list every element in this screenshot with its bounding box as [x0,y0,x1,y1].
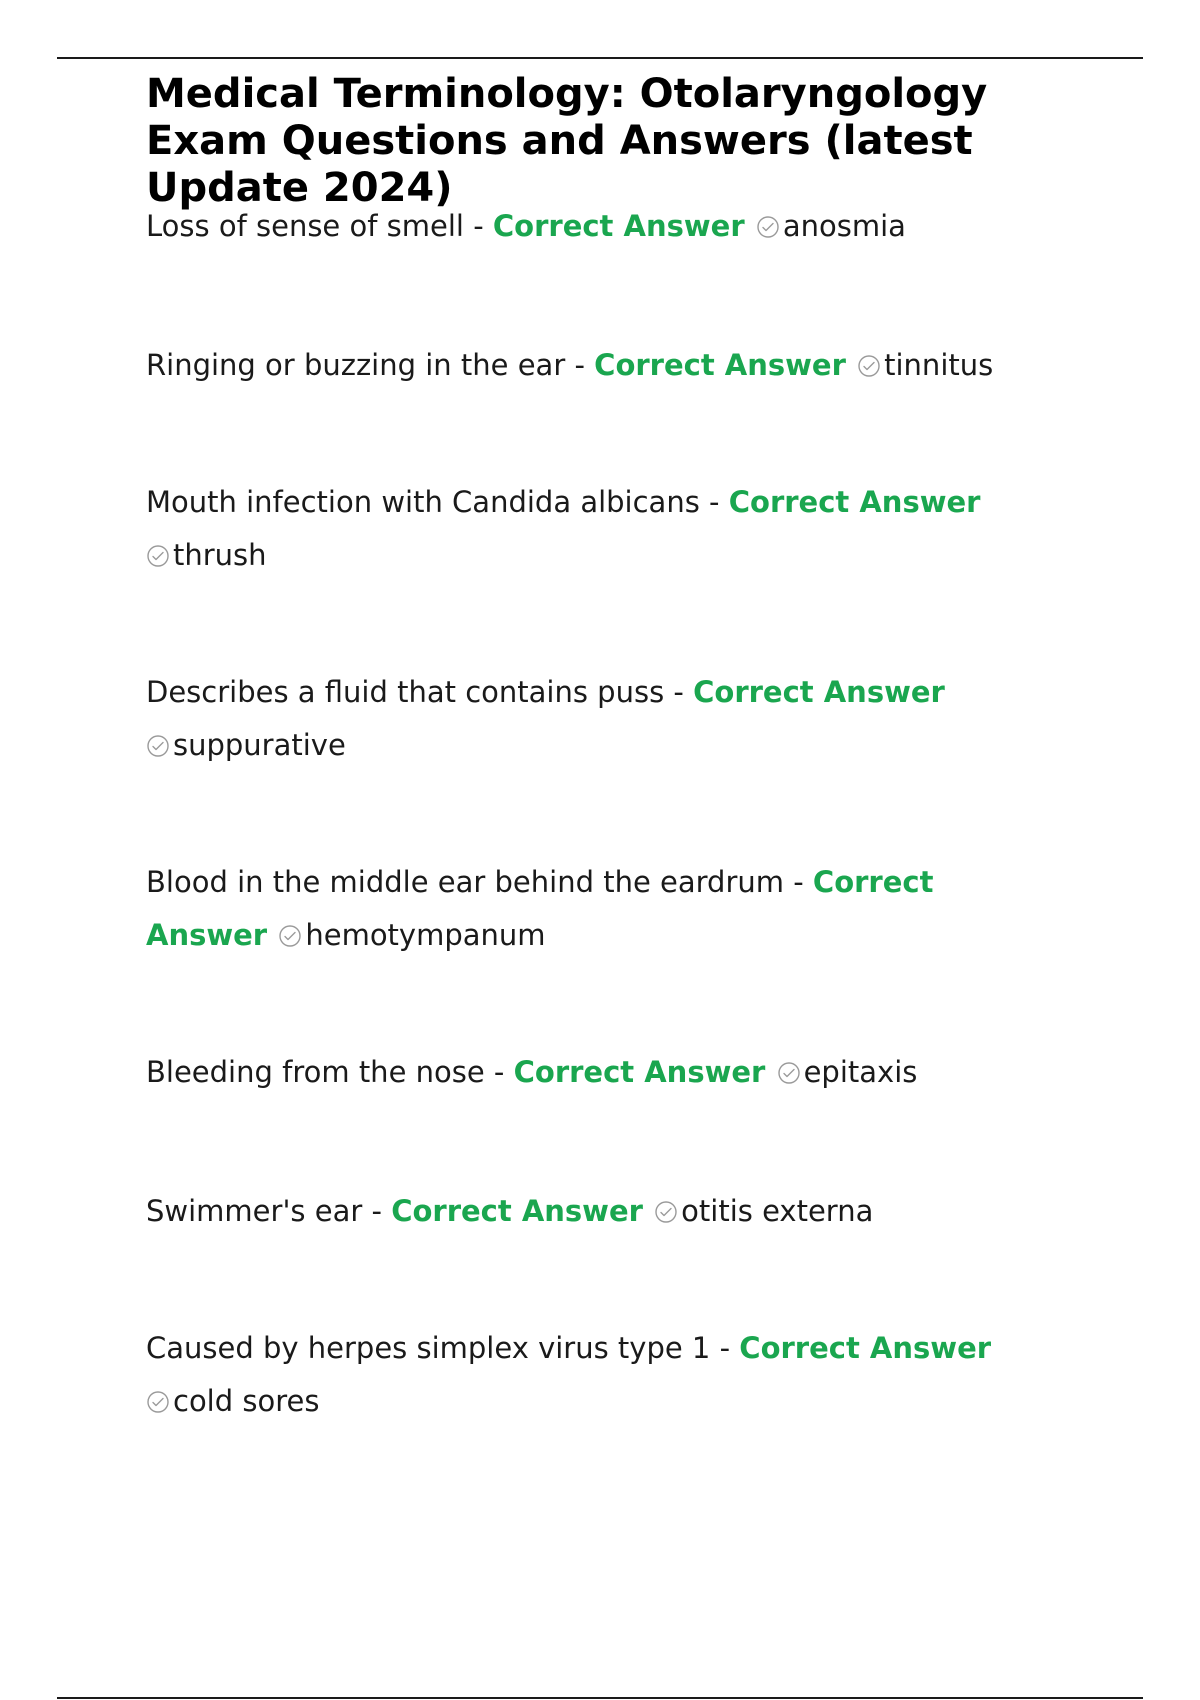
correct-answer-label: Correct Answer [728,485,981,519]
correct-answer-label: Correct Answer [693,675,945,709]
check-circle-icon [278,924,302,948]
top-rule [57,57,1143,59]
answer-text: anosmia [782,209,906,243]
qa-item: Loss of sense of smell - Correct Answer anosmia [146,209,906,243]
correct-answer-label: Correct Answer [492,209,745,243]
check-circle-icon [146,734,170,758]
check-circle-icon [756,215,780,239]
check-circle-icon [146,1390,170,1414]
answer-text: tinnitus [884,348,994,382]
question-text: Ringing or buzzing in the ear [146,348,566,382]
answer-text: cold sores [173,1384,320,1418]
answer-text: thrush [173,538,267,572]
qa-item: Blood in the middle ear behind the eardrum - Correct Answer hemotympanum [146,865,934,952]
question-text: Mouth infection with Candida albicans [146,485,700,519]
correct-answer-label: Correct Answer [146,865,934,952]
question-text: Blood in the middle ear behind the eardrum [146,865,785,899]
qa-item: Ringing or buzzing in the ear - Correct Answer tinnitus [146,348,994,382]
answer-text: epitaxis [803,1055,918,1089]
correct-answer-label: Correct Answer [739,1331,992,1365]
check-circle-icon [857,354,881,378]
answer-text: otitis externa [681,1194,874,1228]
correct-answer-label: Correct Answer [513,1055,766,1089]
answer-text: hemotympanum [305,918,546,952]
correct-answer-label: Correct Answer [391,1194,643,1228]
correct-answer-label: Correct Answer [594,348,846,382]
qa-item: Swimmer's ear - Correct Answer otitis externa [146,1194,874,1228]
qa-item: Describes a fluid that contains puss - Correct Answer suppurative [146,675,945,762]
question-text: Loss of sense of smell [146,209,464,243]
question-text: Caused by herpes simplex virus type 1 [146,1331,711,1365]
qa-item: Caused by herpes simplex virus type 1 - Correct Answer cold sores [146,1331,992,1418]
document-title: Medical Terminology: Otolaryngology Exam Questions and Answers (latest Update 2024) [146,71,988,211]
qa-item: Mouth infection with Candida albicans - Correct Answer thrush [146,485,981,572]
question-text: Describes a fluid that contains puss [146,675,665,709]
question-text: Bleeding from the nose [146,1055,485,1089]
check-circle-icon [777,1061,801,1085]
answer-text: suppurative [173,728,346,762]
qa-item: Bleeding from the nose - Correct Answer epitaxis [146,1055,918,1089]
question-text: Swimmer's ear [146,1194,363,1228]
check-circle-icon [654,1200,678,1224]
document-body [146,71,1046,1428]
bottom-rule [57,1697,1143,1699]
check-circle-icon [146,544,170,568]
